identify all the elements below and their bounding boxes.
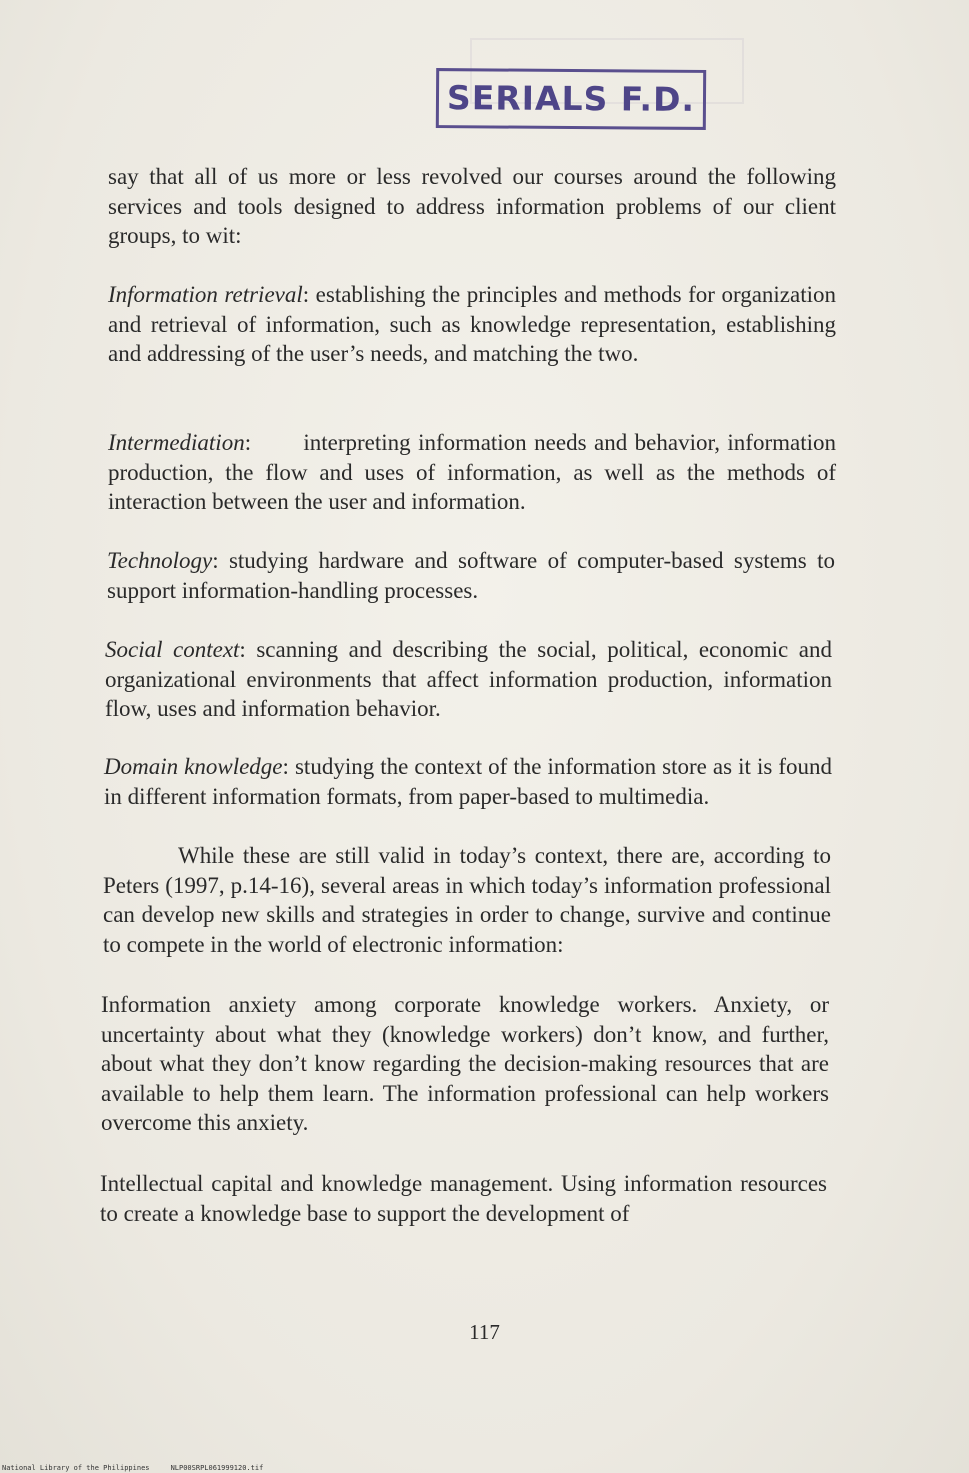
paragraph-intellectual-capital: Intellectual capital and knowledge management. Using information resources to create a knowledge base to support the development of (100, 1171, 827, 1226)
paragraph-technology (107, 546, 835, 605)
term-information-retrieval: Information retrieval (108, 282, 303, 307)
paragraph-information-anxiety: Information anxiety among corporate knowledge workers. Anxiety, or uncertainty about what they (knowledge workers) don’t know, and further, about what they don’t know regarding the decision-making resources that are available to help them learn. The information professional can help workers overcome this anxiety. (101, 992, 829, 1135)
paragraph-information-retrieval (108, 280, 836, 369)
definition-intermediation: : interpreting information needs and behavior, information production, the flow and uses of information, as well as the methods of interaction between the user and information. (108, 430, 842, 514)
scan-footer: National Library of the Philippines NLP00SRPL061999120.tif (2, 1464, 264, 1472)
term-technology: Technology (107, 548, 213, 573)
page-number: 117 (469, 1320, 500, 1344)
definition-social-context: : scanning and describing the social, political, economic and organizational environments that affect information production, information flow, uses and information behavior. (105, 637, 832, 721)
paragraph-peters: While these are still valid in today’s context, there are, according to Peters (1997, p.14-16), several areas in which today’s information professional can develop new skills and strategies in order to change, survive and continue to compete in the world of electronic information: (103, 843, 831, 957)
definition-information-retrieval: : establishing the principles and methods for organization and retrieval of information, such as knowledge representation, establishing and addressing of the user’s needs, and matching the two. (108, 282, 837, 366)
paragraph-domain-knowledge (104, 752, 832, 811)
paragraph-social-context (105, 635, 832, 724)
serials-stamp: SERIALS F.D. (436, 68, 706, 130)
definition-domain-knowledge: : studying the context of the information store as it is found in different information formats, from paper-based to multimedia. (104, 754, 832, 809)
definition-technology: : studying hardware and software of computer-based systems to support information-handling processes. (107, 548, 835, 603)
term-intermediation: Intermediation (108, 430, 245, 455)
term-social-context: Social context (105, 637, 240, 662)
paragraph-intro: say that all of us more or less revolved our courses around the following services and tools designed to address information problems of our client groups, to wit: (108, 164, 836, 248)
term-domain-knowledge: Domain knowledge (104, 754, 283, 779)
paragraph-intermediation (108, 428, 842, 517)
